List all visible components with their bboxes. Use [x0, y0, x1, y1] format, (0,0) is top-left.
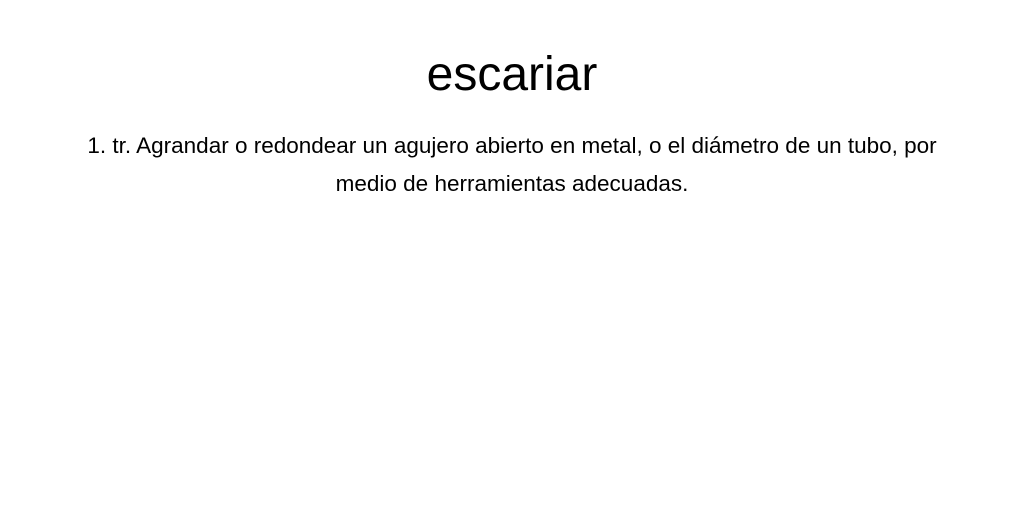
definition-number: 1. — [87, 133, 107, 158]
grammar-abbreviation: tr. — [112, 133, 132, 158]
headword-title: escariar — [426, 48, 598, 101]
definition-text: Agrandar o redondear un agujero abierto en metal, o el diámetro de un tubo, por medio de herramientas adecuadas. — [136, 133, 937, 196]
definition-item — [80, 127, 944, 203]
